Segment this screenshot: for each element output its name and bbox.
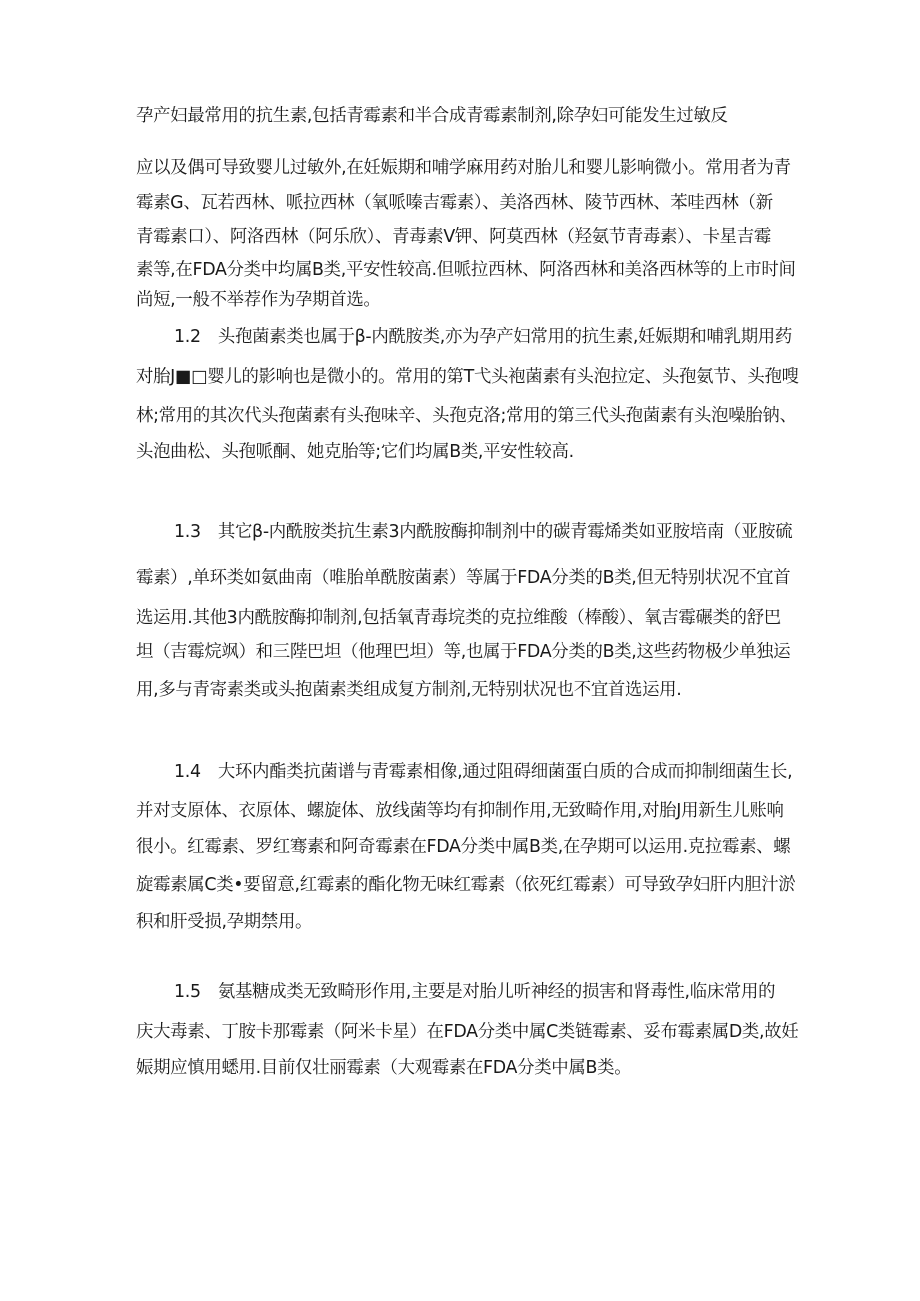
text-line: 霉素）,单环类如氨曲南（唯胎单酰胺菌素）等属于FDA分类的B类,但无特别状况不宜首 xyxy=(136,568,791,588)
text-line: 1.4 大环内酯类抗菌谱与青霉素相像,通过阻碍细菌蛋白质的合成而抑制细菌生长, xyxy=(174,762,793,782)
text-line: 积和肝受损,孕期禁用。 xyxy=(136,912,313,932)
text-line: 头泡曲松、头孢哌酮、她克胎等;它们均属B类,平安性较高. xyxy=(136,442,574,462)
text-line: 林;常用的其次代头孢菌素有头孢味辛、头孢克洛;常用的第三代头孢菌素有头泡噪胎钠、 xyxy=(136,406,797,426)
text-line: 素等,在FDA分类中均属B类,平安性较高.但哌拉西林、阿洛西林和美洛西林等的上市时间 xyxy=(136,260,796,280)
text-line: 应以及偶可导致婴儿过敏外,在妊娠期和哺学麻用药对胎儿和婴儿影响微小。常用者为青 xyxy=(136,158,791,178)
text-line: 旋霉素属C类•要留意,红霉素的酯化物无味红霉素（依死红霉素）可导致孕妇肝内胆汁淤 xyxy=(136,875,796,895)
text-line: 庆大毒素、丁胺卡那霉素（阿米卡星）在FDA分类中属C类链霉素、妥布霉素属D类,故妊 xyxy=(136,1022,799,1042)
text-line: 对胎J■□婴儿的影响也是微小的。常用的第T弋头袍菌素有头泡拉定、头孢氨节、头孢嗖 xyxy=(136,367,799,387)
text-line: 尚短,一般不举荐作为孕期首选。 xyxy=(136,290,381,310)
text-line: 并对支原体、衣原体、螺旋体、放线菌等均有抑制作用,无致畸作用,对胎J用新生儿账响 xyxy=(136,801,784,821)
text-line: 孕产妇最常用的抗生素,包括青霉素和半合成青霉素制剂,除孕妇可能发生过敏反 xyxy=(136,106,728,126)
text-line: 青霉素口）、阿洛西林（阿乐欣）、青毒素V钾、阿莫西林（羟氨节青毒素）、卡星吉霉 xyxy=(136,227,771,247)
text-line: 选运用.其他3内酰胺酶抑制剂,包括氧青毒垸类的克拉维酸（棒酸）、氧吉霉碾类的舒巴 xyxy=(136,608,781,628)
text-line: 1.5 氨基糖成类无致畸形作用,主要是对胎儿听神经的损害和肾毒性,临床常用的 xyxy=(174,982,776,1002)
text-line: 1.2 头孢菌素类也属于β-内酰胺类,亦为孕产妇常用的抗生素,妊娠期和哺乳期用药 xyxy=(174,327,792,347)
text-line: 霉素G、瓦若西林、哌拉西林（氧哌嗪吉霉素）、美洛西林、陵节西林、苯哇西林（新 xyxy=(136,193,773,213)
text-line: 1.3 其它β-内酰胺类抗生素3内酰胺酶抑制剂中的碳青霉烯类如亚胺培南（亚胺硫 xyxy=(174,522,793,542)
text-line: 很小。红霉素、罗红骞素和阿奇霉素在FDA分类中属B类,在孕期可以运用.克拉霉素、螺 xyxy=(136,837,791,857)
text-line: 坦（吉霉烷飒）和三陛巴坦（他理巴坦）等,也属于FDA分类的B类,这些药物极少单独运 xyxy=(136,642,791,662)
text-line: 用,多与青寄素类或头抱菌素类组成复方制剂,无特别状况也不宜首选运用. xyxy=(136,680,682,700)
text-line: 娠期应慎用蟋用.目前仅壮丽霉素（大观霉素在FDA分类中属B类。 xyxy=(136,1058,632,1078)
